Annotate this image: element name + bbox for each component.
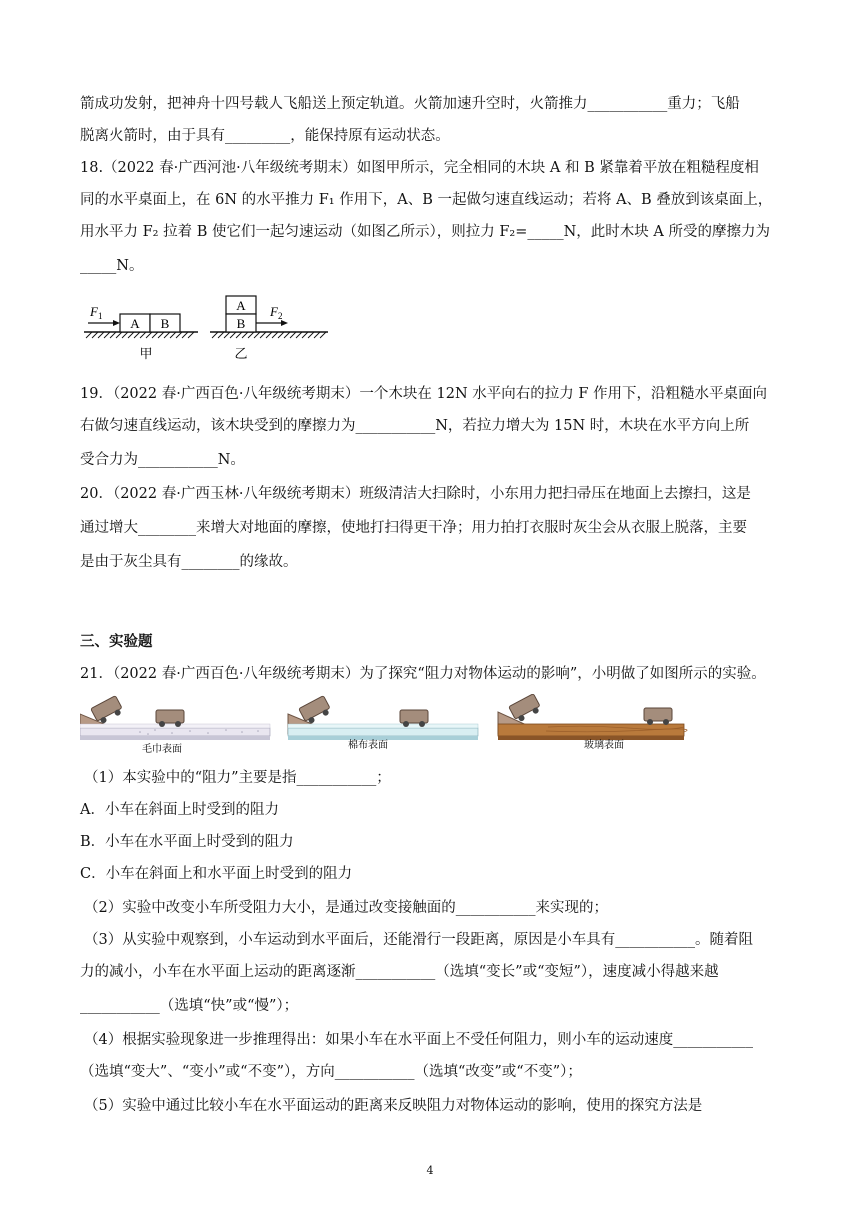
q19-line-3: 受合力为___________N。 (80, 452, 245, 468)
glass-surface-setup (498, 694, 687, 751)
q19-line-2: 右做匀速直线运动，该木块受到的摩擦力为___________N，若拉力增大为 15N 时，木块在水平方向上所 (80, 418, 750, 434)
q20-line-3: 是由于灰尘具有________的缘故。 (80, 554, 298, 570)
figure-yi (210, 296, 328, 362)
q18-figure (82, 294, 342, 366)
q21-part-2: （2）实验中改变小车所受阻力大小，是通过改变接触面的___________来实现的； (84, 900, 608, 916)
q20-line-2: 通过增大________来增大对地面的摩擦，使地打扫得更干净；用力拍打衣服时灰尘会从衣服上脱落，主要 (80, 520, 747, 536)
q18-line-2: 同的水平桌面上，在 6N 的水平推力 F₁ 作用下，A、B 一起做匀速直线运动；若将 A、B 叠放到该桌面上， (80, 192, 773, 208)
q21-part-4-line-2: （选填“变大”、“变小”或“不变”），方向___________（选填“改变”或“不变”）； (80, 1064, 582, 1080)
q21-part-3-line-3: ___________（选填“快”或“慢”）； (80, 998, 299, 1014)
q21-option-c: C．小车在斜面上和水平面上时受到的阻力 (80, 866, 353, 882)
caption-cotton: 棉布表面 (348, 740, 388, 751)
q18-line-3: 用水平力 F₂ 拉着 B 使它们一起匀速运动（如图乙所示），则拉力 F₂=_____N，此时木块 A 所受的摩擦力为 (80, 224, 770, 240)
figure-jia (84, 304, 198, 362)
q21-part-1: （1）本实验中的“阻力”主要是指___________； (84, 770, 391, 786)
section-heading: 三、实验题 (80, 634, 153, 650)
q19-line-1: 19．（2022 春·广西百色·八年级统考期末）一个木块在 12N 水平向右的拉力 F 作用下，沿粗糙水平桌面向 (80, 386, 768, 402)
label-a-yi: A (236, 298, 246, 313)
q21-option-b: B．小车在水平面上时受到的阻力 (80, 834, 294, 850)
q17-line-2: 脱离火箭时，由于具有_________，能保持原有运动状态。 (80, 128, 450, 144)
q21-figure (80, 694, 690, 756)
q21-part-4-line-1: （4）根据实验现象进一步推理得出：如果小车在水平面上不受任何阻力，则小车的运动速度___________ (84, 1032, 753, 1048)
cotton-surface-setup (288, 696, 478, 751)
q21-stem: 21．（2022 春·广西百色·八年级统考期末）为了探究“阻力对物体运动的影响”，小明做了如图所示的实验。 (80, 666, 766, 682)
q21-part-3-line-1: （3）从实验中观察到，小车运动到水平面后，还能滑行一段距离，原因是小车具有___________。随着阻 (84, 932, 753, 948)
label-jia: 甲 (139, 347, 153, 362)
page-number: 4 (426, 1164, 434, 1177)
caption-towel: 毛巾表面 (142, 744, 182, 755)
q20-line-1: 20．（2022 春·广西玉林·八年级统考期末）班级清洁大扫除时，小东用力把扫帚压在地面上去擦扫，这是 (80, 486, 751, 502)
label-b-yi: B (236, 316, 246, 331)
label-f2: F (270, 304, 278, 319)
caption-glass: 玻璃表面 (584, 740, 624, 751)
label-a-jia: A (130, 316, 140, 331)
q21-option-a: A．小车在斜面上时受到的阻力 (80, 802, 279, 818)
label-f1: F (90, 304, 98, 319)
q21-part-5: （5）实验中通过比较小车在水平面运动的距离来反映阻力对物体运动的影响，使用的探究方法是 (84, 1098, 703, 1114)
q18-line-1: 18.（2022 春·广西河池·八年级统考期末）如图甲所示，完全相同的木块 A 和 B 紧靠着平放在粗糙程度相 (80, 160, 759, 176)
label-f1-sub: 1 (98, 311, 103, 321)
q21-part-3-line-2: 力的减小，小车在水平面上运动的距离逐渐___________（选填“变长”或“变短”），速度减小得越来越 (80, 964, 719, 980)
towel-surface-setup (80, 696, 270, 755)
q17-line-1: 箭成功发射，把神舟十四号载人飞船送上预定轨道。火箭加速升空时，火箭推力___________重力；飞船 (80, 96, 740, 112)
q18-line-4: _____N。 (80, 258, 144, 274)
label-f2-sub: 2 (278, 311, 283, 321)
label-b-jia: B (160, 316, 170, 331)
label-yi: 乙 (234, 347, 248, 362)
